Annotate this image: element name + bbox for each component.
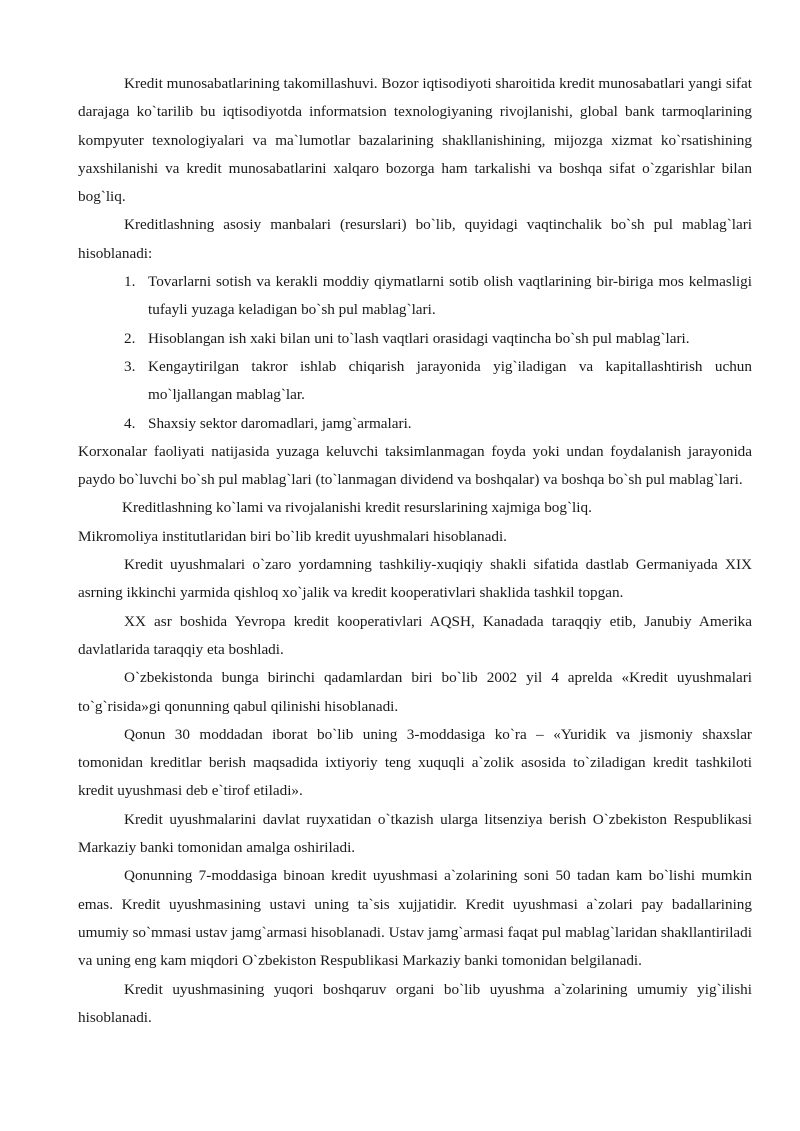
- paragraph: Kredit uyushmasining yuqori boshqaruv organi bo`lib uyushma a`zolarining umumiy yig`ilishi hisoblanadi.: [78, 980, 752, 1026]
- paragraph: Kredit munosabatlarining takomillashuvi. Bozor iqtisodiyoti sharoitida kredit munosabatlari yangi sifat darajaga ko`tarilib bu iqtisodiyotda informatsion texnologiyaning rivojlanishi, global bank tarmoqlarining kompyuter texnologiyalari va ma`lumotlar bazalarining shakllanishining, mijozga xizmat ko`rsatishining yaxshilanishi va kredit munosabatlarini xalqaro bozorga ham tarkalishi va boshqa sifat o`zgarishlar bilan bog`liq.: [78, 75, 752, 206]
- list-number: 2.: [124, 329, 136, 347]
- paragraph: O`zbekistonda bunga birinchi qadamlardan biri bo`lib 2002 yil 4 aprelda «Kredit uyushmalari to`g`risida»gi qonunning qabul qilinishi hisoblanadi.: [78, 669, 752, 715]
- list-number: 4.: [124, 414, 136, 432]
- list-number: 1.: [124, 273, 136, 291]
- paragraph: Qonun 30 moddadan iborat bo`lib uning 3-moddasiga ko`ra – «Yuridik va jismoniy shaxslar tomonidan kreditlar berish maqsadida ixtiyoriy teng xuquqli a`zolik asosida to`ziladigan kredit tashkiloti kredit uyushmasi deb e`tirof etiladi».: [78, 725, 752, 800]
- list-item-text: Hisoblangan ish xaki bilan uni to`lash vaqtlari orasidagi vaqtincha bo`sh pul mablag`lari.: [148, 329, 690, 347]
- list-item: [78, 325, 752, 353]
- paragraph: Qonunning 7-moddasiga binoan kredit uyushmasi a`zolarining soni 50 tadan kam bo`lishi mumkin emas. Kredit uyushmasining ustavi uning ta`sis xujjatidir. Kredit uyushmasi a`zolari pay badallarining umumiy so`mmasi ustav jamg`armasi hisoblanadi. Ustav jamg`armasi faqat pul mablag`laridan shakllantiriladi va uning eng kam miqdori O`zbekiston Respublikasi Markaziy banki tomonidan belgilanadi.: [78, 867, 752, 970]
- paragraph: XX asr boshida Yevropa kredit kooperativlari AQSH, Kanadada taraqqiy etib, Janubiy Amerika davlatlarida taraqqiy eta boshladi.: [78, 612, 752, 658]
- list-item: [78, 410, 752, 438]
- list-number: 3.: [124, 357, 136, 375]
- paragraph: Korxonalar faoliyati natijasida yuzaga keluvchi taksimlanmagan foyda yoki undan foydalanish jarayonida paydo bo`luvchi bo`sh pul mablag`lari (to`lanmagan dividend va boshqalar) va boshqa bo`sh pul mablag`lari.: [78, 442, 752, 489]
- list-item-text: Shaxsiy sektor daromadlari, jamg`armalari.: [148, 414, 412, 432]
- resource-list: [78, 268, 752, 438]
- document-page: [78, 70, 752, 1032]
- paragraph: Mikromoliya institutlaridan biri bo`lib kredit uyushmalari hisoblanadi.: [78, 527, 507, 545]
- paragraph: Kreditlashning asosiy manbalari (resurslari) bo`lib, quyidagi vaqtinchalik bo`sh pul mablag`lari hisoblanadi:: [78, 216, 752, 262]
- list-item: [78, 353, 752, 410]
- paragraph: Kreditlashning ko`lami va rivojalanishi kredit resurslarining xajmiga bog`liq.: [122, 499, 592, 517]
- paragraph: Kredit uyushmalarini davlat ruyxatidan o`tkazish ularga litsenziya berish O`zbekiston Respublikasi Markaziy banki tomonidan amalga oshiriladi.: [78, 810, 752, 857]
- list-item: [78, 268, 752, 325]
- paragraph: Kredit uyushmalari o`zaro yordamning tashkiliy-xuqiqiy shakli sifatida dastlab Germaniyada XIX asrning ikkinchi yarmida qishloq xo`jalik va kredit kooperativlari shaklida tashkil topgan.: [78, 556, 752, 602]
- list-item-text: Tovarlarni sotish va kerakli moddiy qiymatlarni sotib olish vaqtlarining bir-biriga mos kelmasligi tufayli yuzaga keladigan bo`sh pul mablag`lari.: [148, 273, 752, 319]
- list-item-text: Kengaytirilgan takror ishlab chiqarish jarayonida yig`iladigan va kapitallashtirish uchun mo`ljallangan mablag`lar.: [148, 357, 752, 404]
